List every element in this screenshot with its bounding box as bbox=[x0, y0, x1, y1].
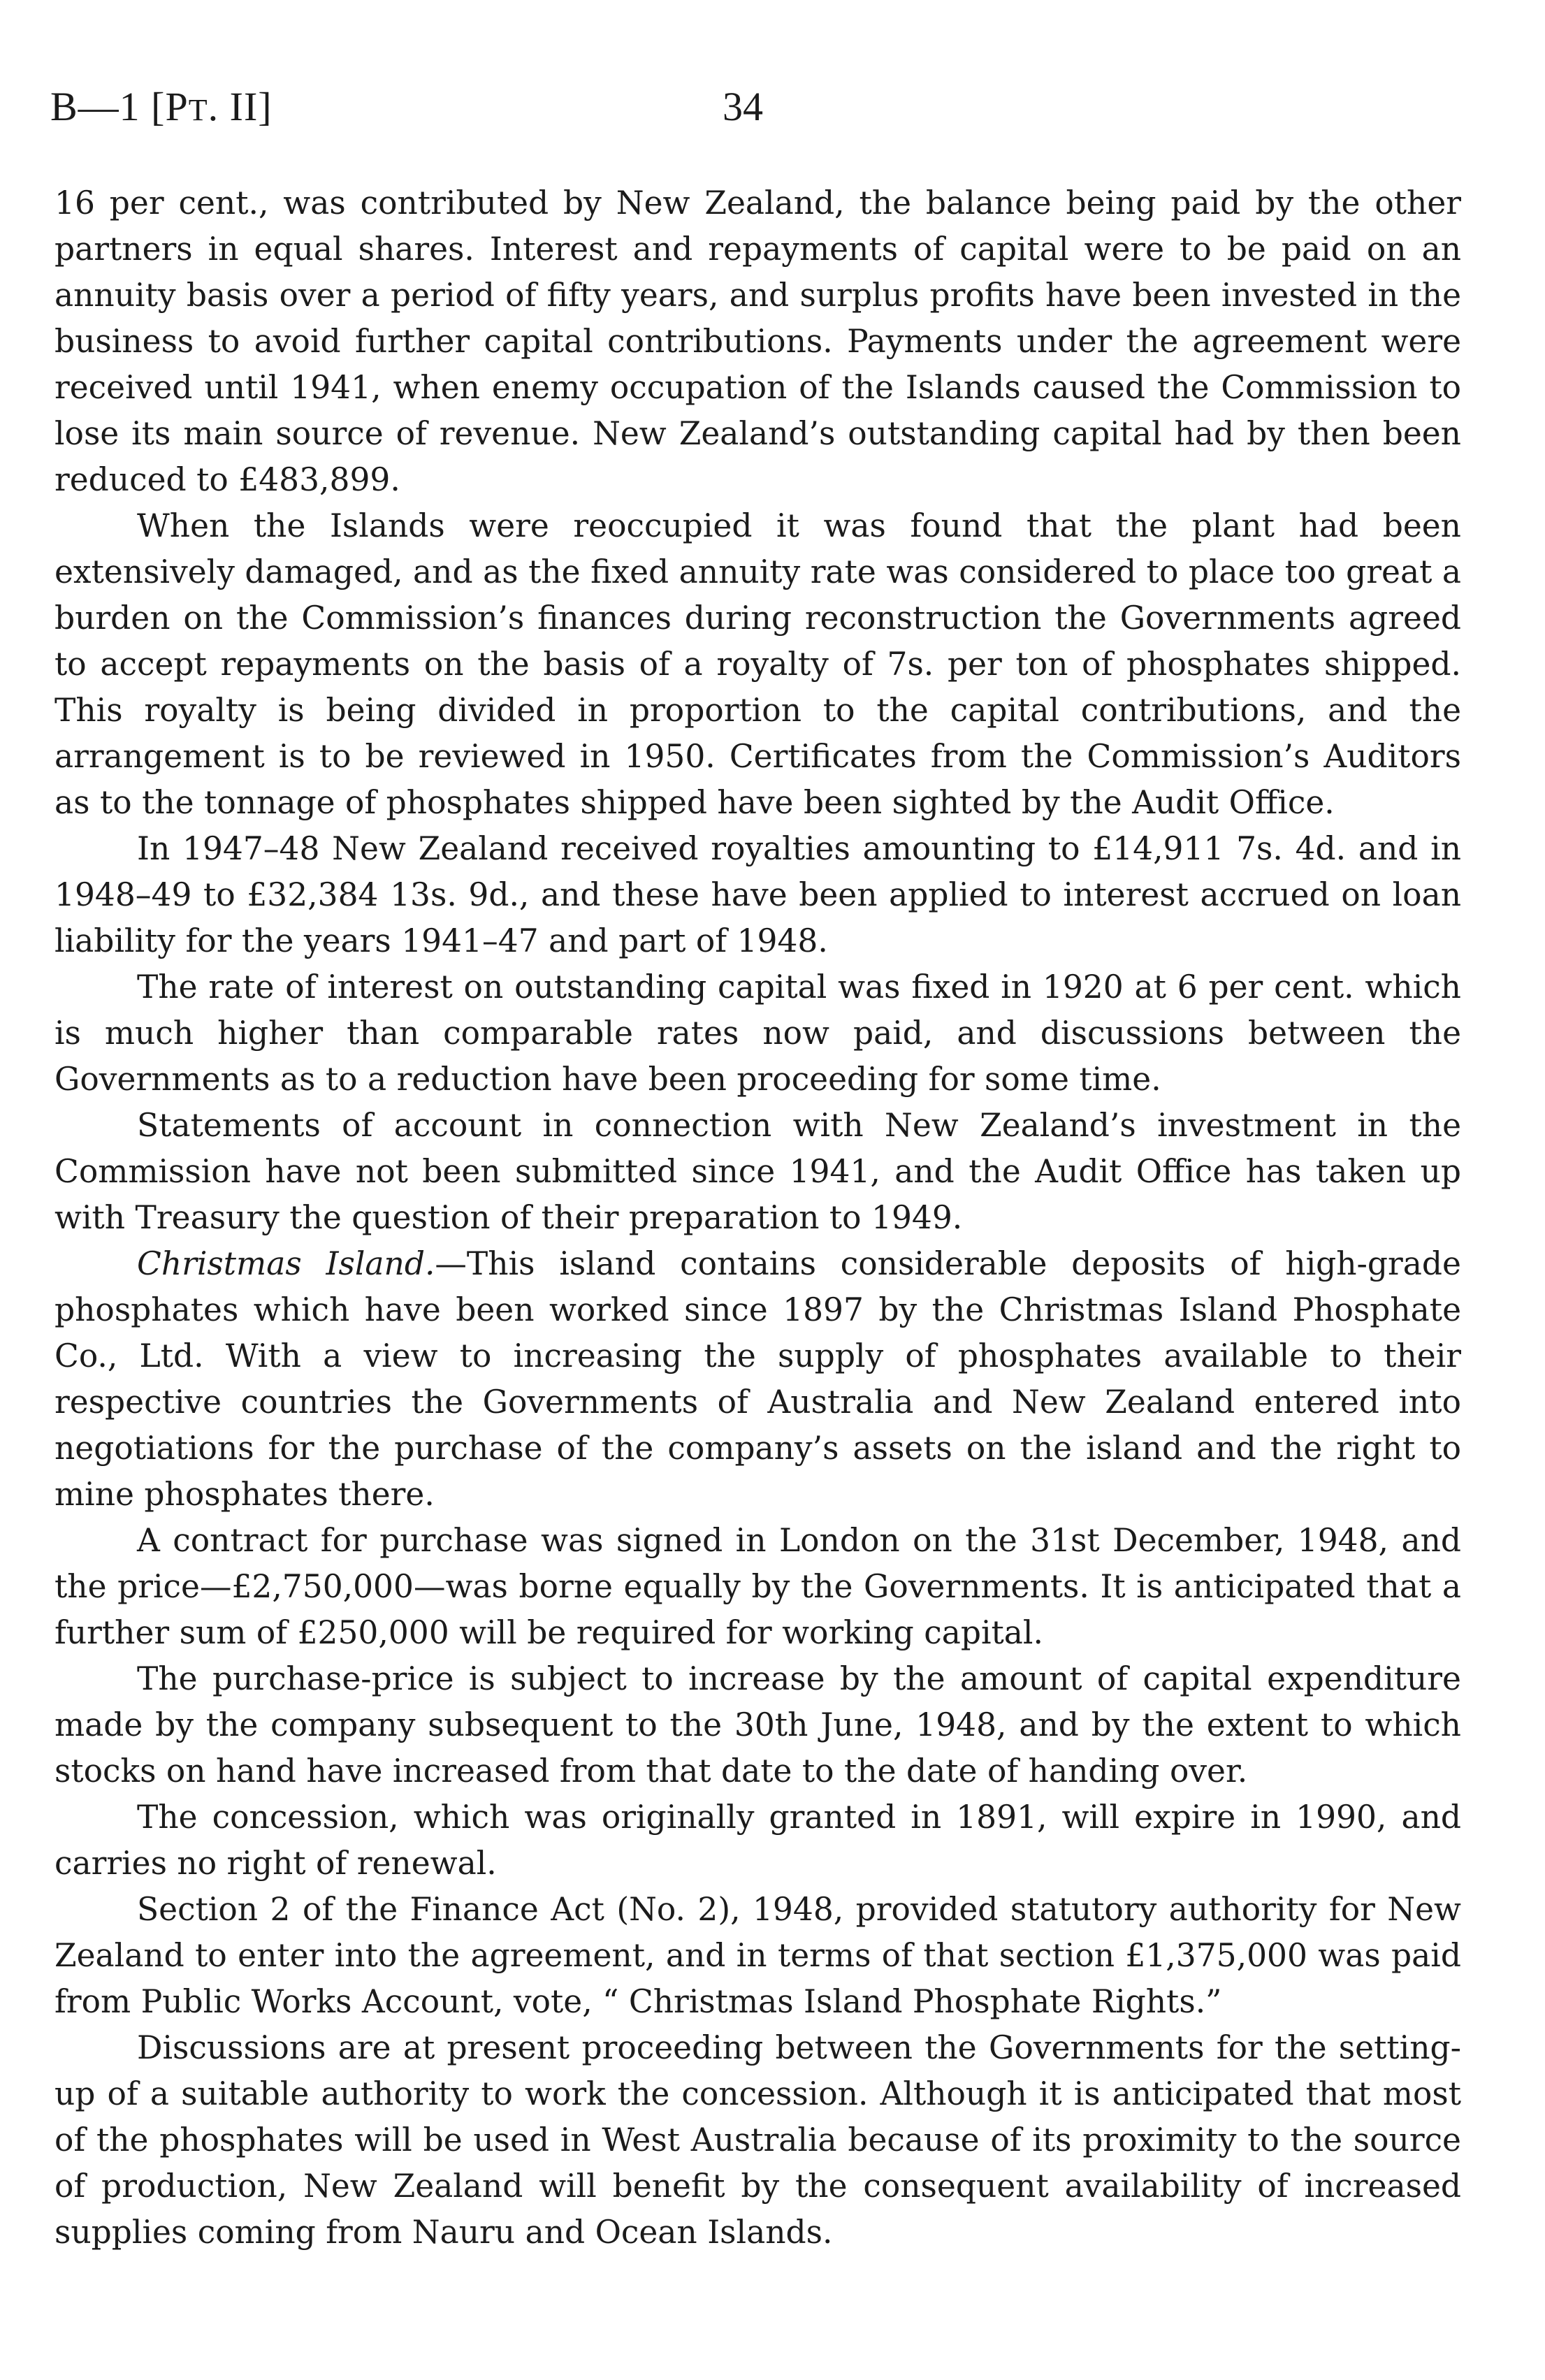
paragraph-royalties: In 1947–48 New Zealand received royalties amounting to £14,911 7s. 4d. and in 1948–49 to £32,384 13s. 9d., and these have been applied to interest accrued on loan liability for the years 1941–47 and part of 1948. bbox=[55, 830, 1461, 959]
paragraph-christmas-island-text: —This island contains considerable deposits of high-grade phosphates which have been worked since 1897 by the Christmas Island Phosphate Co., Ltd. With a view to increasing the supply of phosphates available to their respective countries the Governments of Australia and New Zealand entered into negotiations for the purchase of the company’s assets on the island and the right to mine phosphates there. bbox=[55, 1245, 1461, 1513]
paragraph-statements: Statements of account in connection with New Zealand’s investment in the Commission have not been submitted since 1941, and the Audit Office has taken up with Treasury the question of their preparation to 1949. bbox=[55, 1107, 1461, 1236]
body-text bbox=[55, 180, 1461, 2256]
page-number: 34 bbox=[723, 84, 763, 129]
section-heading-christmas-island: Christmas Island. bbox=[137, 1245, 435, 1282]
document-reference bbox=[50, 75, 273, 142]
paragraph-discussions: Discussions are at present proceeding between the Governments for the setting-up of a suitable authority to work the concession. Although it is anticipated that most of the phosphates will be used in West Australia because of its proximity to the source of production, New Zealand will benefit by the consequent availability of increased supplies coming from Nauru and Ocean Islands. bbox=[55, 2029, 1461, 2251]
paragraph-interest-rate: The rate of interest on outstanding capital was fixed in 1920 at 6 per cent. which is much higher than comparable rates now paid, and discussions between the Governments as to a reduction have been proceeding for some time. bbox=[55, 968, 1461, 1098]
document-reference-main: B—1 [P bbox=[50, 84, 189, 129]
page-header bbox=[50, 75, 763, 138]
paragraph-continuation: 16 per cent., was contributed by New Zealand, the balance being paid by the other partners in equal shares. Interest and repayments of capital were to be paid on an annuity basis over a period of fifty years, and surplus profits have been invested in the business to avoid further capital contributions. Payments under the agreement were received until 1941, when enemy occupation of the Islands caused the Commission to lose its main source of revenue. New Zealand’s outstanding capital had by then been reduced to £483,899. bbox=[55, 184, 1461, 498]
paragraph-reoccupation: When the Islands were reoccupied it was found that the plant had been extensively damaged, and as the fixed annuity rate was considered to place too great a burden on the Commission’s finances during reconstruction the Governments agreed to accept repayments on the basis of a royalty of 7s. per ton of phosphates shipped. This royalty is being divided in proportion to the capital contributions, and the arrangement is to be reviewed in 1950. Certificates from the Commission’s Auditors as to the tonnage of phosphates shipped have been sighted by the Audit Office. bbox=[55, 507, 1461, 821]
document-reference-smallcaps: T bbox=[188, 93, 208, 127]
paragraph-christmas-island bbox=[55, 1241, 1461, 1518]
paragraph-finance-act: Section 2 of the Finance Act (No. 2), 1948, provided statutory authority for New Zealand to enter into the agreement, and in terms of that section £1,375,000 was paid from Public Works Account, vote, “ Christmas Island Phosphate Rights.” bbox=[55, 1891, 1461, 2020]
paragraph-contract: A contract for purchase was signed in London on the 31st December, 1948, and the price—£2,750,000—was borne equally by the Governments. It is anticipated that a further sum of £250,000 will be required for working capital. bbox=[55, 1522, 1461, 1651]
paragraph-concession: The concession, which was originally granted in 1891, will expire in 1990, and carries no right of renewal. bbox=[55, 1799, 1461, 1882]
document-reference-tail: . II] bbox=[208, 84, 273, 129]
paragraph-purchase-price: The purchase-price is subject to increase by the amount of capital expenditure made by the company subsequent to the 30th June, 1948, and by the extent to which stocks on hand have increased from that date to the date of handing over. bbox=[55, 1660, 1461, 1790]
